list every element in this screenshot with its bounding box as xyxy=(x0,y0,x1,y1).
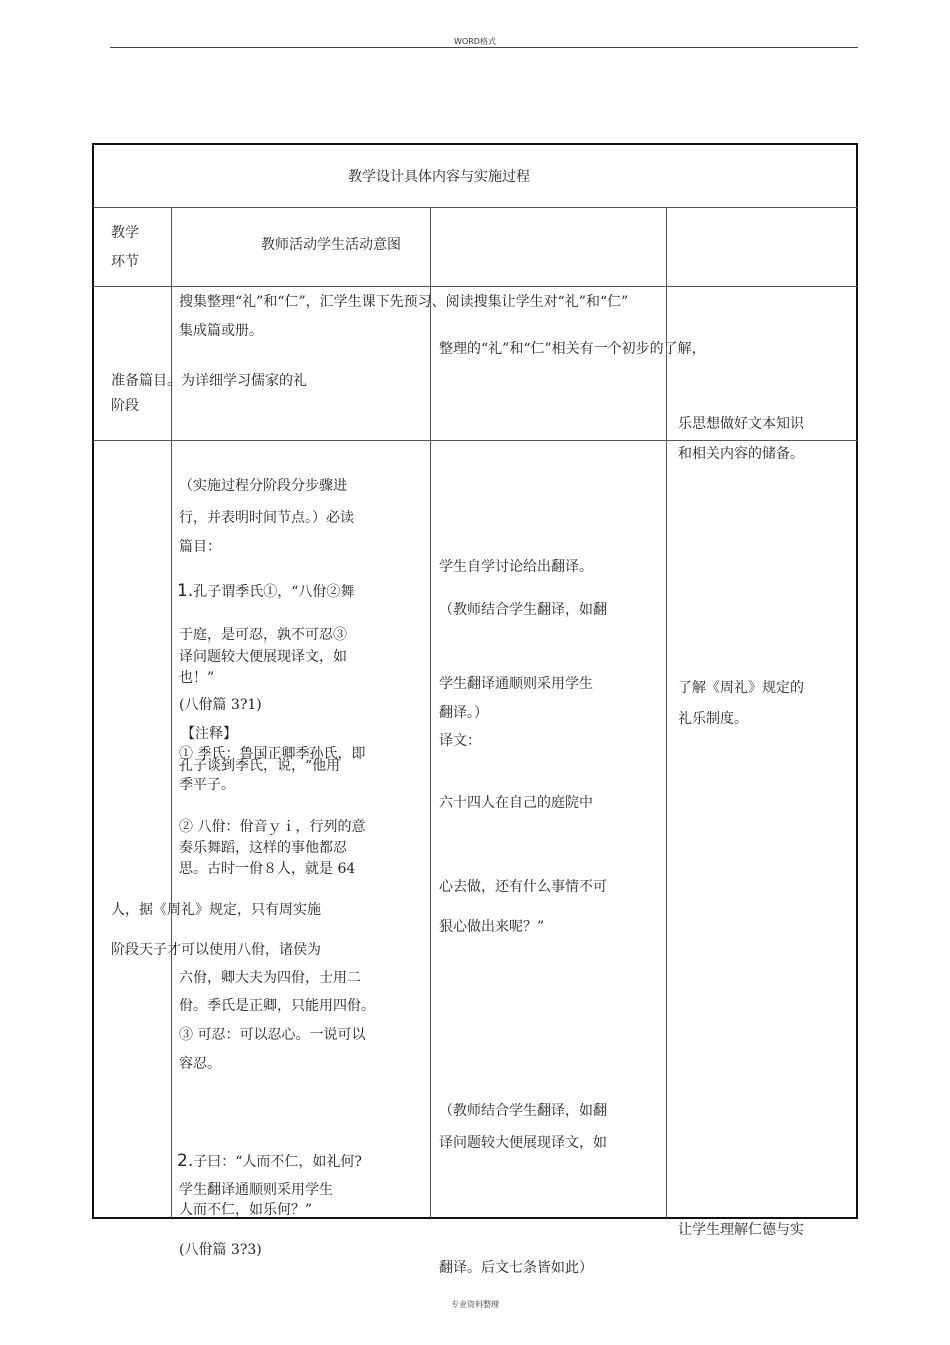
note2-line7: 佾。季氏是正卿，只能用四佾。 xyxy=(179,998,375,1014)
prep-text-line1: 搜集整理“礼”和“仁”，汇学生课下先预习、阅读搜集让学生对“礼”和“仁” xyxy=(179,294,629,310)
impl-col3-line11: 翻译。后文七条皆如此） xyxy=(439,1260,593,1276)
note2-line1: ② 八佾：佾音ｙｉ，行列的意 xyxy=(179,819,366,835)
note2-line6: 六佾，卿大夫为四佾，士用二 xyxy=(179,970,361,986)
note3-line1: ③ 可忍：可以忍心。一说可以 xyxy=(179,1027,366,1043)
impl-col3-line2: （教师结合学生翻译，如翻 xyxy=(439,602,607,618)
note2-line4: 人，据《周礼》规定，只有周实施 xyxy=(111,902,321,918)
impl-col3-line7: 心去做，还有什么事情不可 xyxy=(439,879,607,895)
impl-col3-line1: 学生自学讨论给出翻译。 xyxy=(439,559,593,575)
item1-text-line2: 于庭，是可忍，孰不可忍③ xyxy=(179,627,347,643)
head-col1-line1: 教学 xyxy=(111,225,139,241)
row-divider-prep xyxy=(93,440,858,441)
note2-line5: 阶段天子才可以使用八佾，诸侯为 xyxy=(111,942,321,958)
row-divider-head xyxy=(93,286,858,287)
note2-line2: 奏乐舞蹈，这样的事他都忍 xyxy=(179,840,347,856)
header-rule xyxy=(110,47,858,48)
col-divider-2 xyxy=(430,208,431,1218)
note1-line1: ① 季氏：鲁国正卿季孙氏，即 xyxy=(179,746,366,762)
prep-col4-line1: 乐思想做好文本知识 xyxy=(678,416,804,432)
note1-line2: 孔子谈到季氏，说，“他用 xyxy=(179,758,341,774)
item2-text-line3: 人而不仁，如乐何？” xyxy=(179,1202,313,1218)
item1-source: (八佾篇 3?1) xyxy=(179,697,262,713)
item1-text-line4: 也！” xyxy=(179,670,215,686)
impl-col4-line3: 让学生理解仁德与实 xyxy=(678,1222,804,1238)
impl-col3-line10: 译问题较大便展现译文，如 xyxy=(439,1135,607,1151)
note2-line3: 思。古时一佾８人，就是 64 xyxy=(179,861,356,877)
impl-intro-line2: 行，并表明时间节点。）必读 xyxy=(179,510,354,526)
impl-intro-line3: 篇目： xyxy=(179,539,221,555)
impl-col4-line2: 礼乐制度。 xyxy=(678,711,748,727)
prep-col1-line2: 阶段 xyxy=(111,398,139,414)
prep-col3-line1: 整理的“礼”和“仁”相关有一个初步的了解， xyxy=(439,341,706,357)
item2-source: (八佾篇 3?3) xyxy=(179,1242,262,1258)
col-divider-3 xyxy=(666,208,667,1218)
note1-line3: 季平子。 xyxy=(179,777,235,793)
item1-line1 xyxy=(177,583,354,600)
col-divider-1 xyxy=(171,208,172,1218)
item2-line1 xyxy=(177,1153,362,1170)
item2-text-line1: 子曰：“人而不仁，如礼何? xyxy=(193,1154,362,1170)
impl-col3-line9: （教师结合学生翻译，如翻 xyxy=(439,1103,607,1119)
page-footer-text: 专业资料整理 xyxy=(451,1300,499,1309)
head-col2: 教师活动学生活动意图 xyxy=(261,237,401,253)
impl-col4-line1: 了解《周礼》规定的 xyxy=(678,680,804,696)
prep-col4-line2: 和相关内容的储备。 xyxy=(678,446,804,462)
impl-col3-line8: 狠心做出来呢？” xyxy=(439,919,545,935)
impl-col3-line4: 翻译。） xyxy=(439,705,488,721)
impl-col3-line3: 学生翻译通顺则采用学生 xyxy=(439,676,593,692)
impl-intro-line1: （实施过程分阶段分步骤进 xyxy=(179,478,347,494)
item1-number: 1. xyxy=(177,581,194,601)
impl-col3-line5: 译文： xyxy=(439,733,481,749)
item2-text-line2: 学生翻译通顺则采用学生 xyxy=(179,1182,333,1198)
impl-col3-line6: 六十四人在自己的庭院中 xyxy=(439,795,593,811)
item1-text-line1: 孔子谓季氏①，“八佾②舞 xyxy=(193,584,355,600)
page-header-text: WORD格式 xyxy=(454,37,496,46)
row-divider-title xyxy=(93,207,858,208)
note3-line2: 容忍。 xyxy=(179,1056,221,1072)
prep-text-line2: 集成篇或册。 xyxy=(179,323,263,339)
item1-text-line3: 译问题较大便展现译文，如 xyxy=(179,649,347,665)
item2-number: 2. xyxy=(177,1151,194,1171)
note-heading: 【注释】 xyxy=(181,726,237,742)
prep-col1-line1: 准备篇目。为详细学习儒家的礼 xyxy=(111,373,307,389)
table-title: 教学设计具体内容与实施过程 xyxy=(348,169,530,185)
head-col1-line2: 环节 xyxy=(111,254,139,270)
